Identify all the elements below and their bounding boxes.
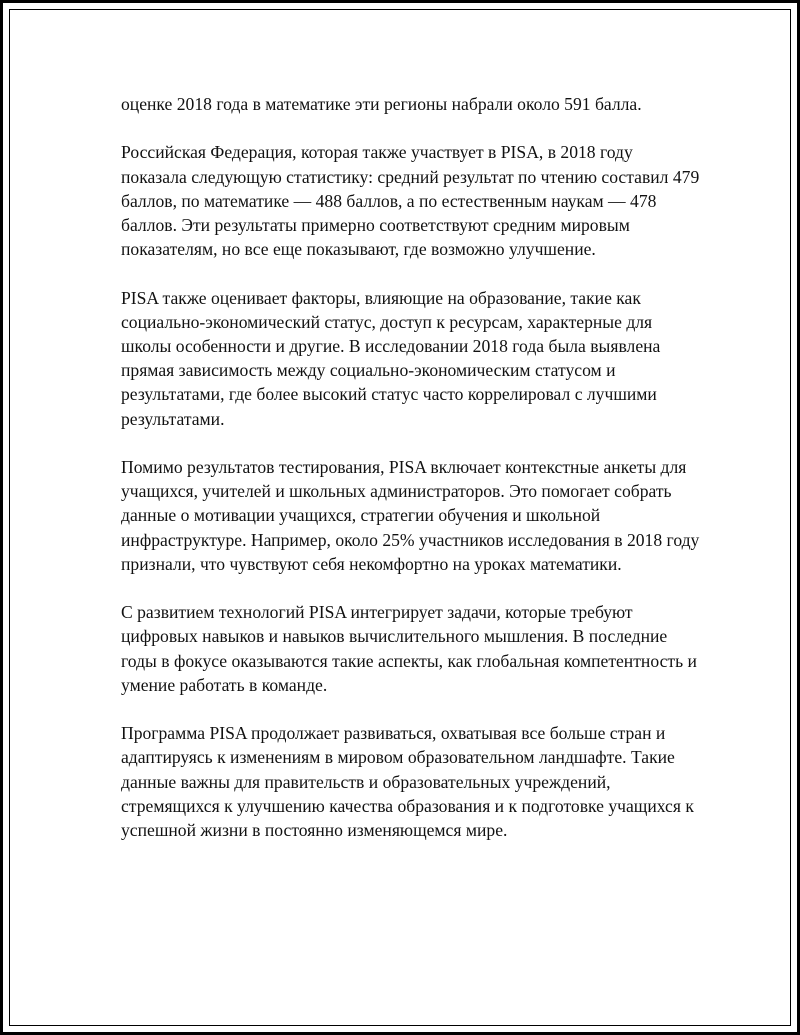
document-body — [121, 92, 701, 866]
paragraph-3: PISA также оценивает факторы, влияющие на образование, такие как социально-экономический статус, доступ к ресурсам, характерные для школы особенности и другие. В исследовании 2018 года была выявлена прямая зависимость между социально-экономическим статусом и результатами, где более высокий статус часто коррелировал с лучшими результатами. — [121, 287, 661, 429]
paragraph-1: оценке 2018 года в математике эти регионы набрали около 591 балла. — [121, 94, 642, 114]
paragraph-6: Программа PISA продолжает развиваться, охватывая все больше стран и адаптируясь к изменениям в мировом образовательном ландшафте. Такие данные важны для правительств и образовательных учреждений, стремящихся к улучшению качества образования и к подготовке учащихся к успешной жизни в постоянно изменяющемся мире. — [121, 723, 694, 841]
paragraph-2: Российская Федерация, которая также участвует в PISA, в 2018 году показала следующую статистику: средний результат по чтению составил 479 баллов, по математике — 488 баллов, а по естественным наукам — 478 баллов. Эти результаты примерно соответствуют средним мировым показателям, но все еще показывают, где возможно улучшение. — [121, 142, 700, 260]
paragraph-4: Помимо результатов тестирования, PISA включает контекстные анкеты для учащихся, учителей и школьных администраторов. Это помогает собрать данные о мотивации учащихся, стратегии обучения и школьной инфраструктуре. Например, около 25% участников исследования в 2018 году признали, что чувствуют себя некомфортно на уроках математики. — [121, 457, 700, 574]
paragraph-5: С развитием технологий PISA интегрирует задачи, которые требуют цифровых навыков и навыков вычислительного мышления. В последние годы в фокусе оказываются такие аспекты, как глобальная компетентность и умение работать в команде. — [121, 602, 697, 695]
